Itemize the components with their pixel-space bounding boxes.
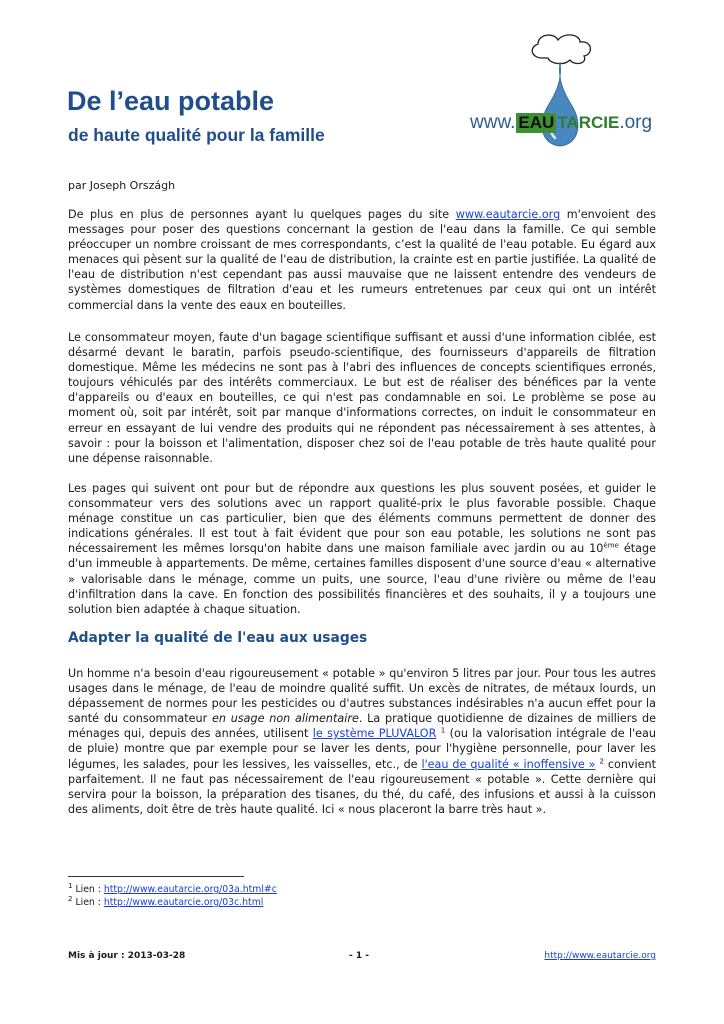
cloud-drop-icon	[470, 30, 660, 160]
footer-update-date: Mis à jour : 2013-03-28	[68, 951, 186, 961]
logo-prefix: www.	[470, 112, 516, 133]
footnote-2-number: 2	[68, 894, 73, 903]
paragraph-3-text-b: étage d'un immeuble à appartements. De même, certaines familles disposent d'une source d'eau « alternative » valorisable dans le ménage, comme un puits, une source, l'eau d'une rivière ou même de l'eau d'infiltration dans la cave. En fonction des possibilités financières et des souhaits, il y a toujours une solution bien adaptée à chaque situation.	[68, 542, 656, 616]
logo-suffix: .org	[619, 112, 653, 133]
section-heading: Adapter la qualité de l'eau aux usages	[68, 630, 368, 646]
eautarcie-link[interactable]: www.eautarcie.org	[455, 208, 561, 221]
page-subtitle: de haute qualité pour la famille	[68, 125, 325, 145]
emphasis-text: en usage non alimentaire	[211, 712, 359, 726]
paragraph-1	[68, 207, 656, 313]
paragraph-4-text-c: (ou la valorisation intégrale de l'eau de pluie) montre que par exemple pour se laver les dents, pour l'hygiène personnelle, pour laver les légumes, les salades, pour les lessives, les vaisselles, etc., de	[68, 727, 656, 771]
logo-box-text: EAU	[518, 113, 555, 132]
superscript-eme: ème	[603, 541, 619, 550]
paragraph-3-text-a: Les pages qui suivent ont pour but de répondre aux questions les plus souvent posées, et guider le consommateur vers des solutions avec un rapport qualité-prix le plus favorable possible. Chaque ménage constitue un cas particulier, bien que des éléments communs permettent de donner des indications générales. Il est tout à fait évident que pour son eau potable, les solutions ne sont pas nécessairement les mêmes lorsqu'on habite dans une maison familiale avec jardin ou au 10	[68, 482, 656, 556]
footnote-divider	[68, 876, 244, 877]
footnote-1-label: Lien :	[75, 884, 104, 895]
footnote-2-link[interactable]: http://www.eautarcie.org/03c.html	[103, 897, 264, 908]
pluvalor-link[interactable]: le système PLUVALOR	[312, 727, 437, 741]
footnote-2	[68, 894, 264, 909]
footnote-ref-2[interactable]: 2	[599, 756, 604, 765]
footnote-1-link[interactable]: http://www.eautarcie.org/03a.html#c	[103, 884, 277, 895]
paragraph-1-text-b: m'envoient des messages pour poser des questions concernant la gestion de l'eau dans la famille. Ce qui semble préoccuper un nombre croissant de mes correspondants, c’est la qualité de l'eau potable. Eu égard aux menaces qui pèsent sur la qualité de l'eau de distribution, la crainte est en partie justifiée. La qualité de l'eau de distribution n'est cependant pas aussi mauvaise que ne laissent entendre des vendeurs de systèmes domestiques de filtration d'eau et les rumeurs entretenues par ceux qui ont un intérêt commercial dans la vente des eaux en bouteilles.	[68, 208, 656, 312]
footer-page-number: - 1 -	[349, 951, 369, 961]
paragraph-1-text-a: De plus en plus de personnes ayant lu quelques pages du site	[68, 208, 456, 221]
paragraph-4	[68, 666, 656, 817]
eautarcie-logo[interactable]	[470, 30, 660, 160]
paragraph-3	[68, 481, 656, 617]
footnote-2-label: Lien :	[75, 897, 104, 908]
author-line: par Joseph Országh	[68, 179, 176, 192]
paragraph-2: Le consommateur moyen, faute d'un bagage scientifique suffisant et aussi d'une information ciblée, est désarmé devant le baratin, parfois pseudo-scientifique, des fournisseurs d'appareils de filtration domestique. Même les médecins ne sont pas à l'abri des influences de concepts scientifiques erronés, toujours véhiculés par des intérêts commerciaux. Le but est de réaliser des bénéfices par la vente d'appareils ou d'eaux en bouteilles, ce qui n'est pas condamnable en soi. Le problème se pose au moment où, soit par intérêt, soit par manque d'informations correctes, on induit le consommateur en erreur en essayant de lui vendre des produits qui ne répondent pas nécessairement à ses attentes, à savoir : pour la boisson et l'alimentation, disposer chez soi de l'eau potable de très haute qualité pour une dépense raisonnable.	[68, 331, 656, 465]
footer-site-link[interactable]: http://www.eautarcie.org	[544, 951, 656, 961]
logo-text	[470, 112, 652, 134]
footnote-1-number: 1	[68, 881, 73, 890]
footnote-ref-1[interactable]: 1	[440, 726, 446, 735]
paragraph-4-text-b: . La pratique quotidienne de dizaines de milliers de ménages qui, depuis des années, utilisent	[68, 712, 656, 741]
page-title: De l’eau potable	[67, 86, 275, 116]
eau-inoffensive-link[interactable]: l'eau de qualité « inoffensive »	[421, 757, 596, 771]
footnote-1	[68, 881, 277, 896]
logo-green-text: TARCIE	[557, 113, 620, 132]
paragraph-4-text-d: convient parfaitement. Il ne faut pas nécessairement de l'eau rigoureusement « potable ». Cette dernière qui servira pour la boisson, la préparation des tisanes, du thé, du café, des infusions et aussi à la cuisson des aliments, doit être de très haute qualité. Ici « nous placeront la barre très haut ».	[68, 757, 657, 816]
paragraph-4-text-a: Un homme n'a besoin d'eau rigoureusement « potable » qu'environ 5 litres par jour. Pour tous les autres usages dans le ménage, de l'eau de moindre qualité suffit. Un excès de nitrates, de métaux lourds, un dépassement de normes pour les pesticides ou d'autres substances indésirables n'a aucun effet pour la santé du consommateur	[68, 667, 656, 726]
